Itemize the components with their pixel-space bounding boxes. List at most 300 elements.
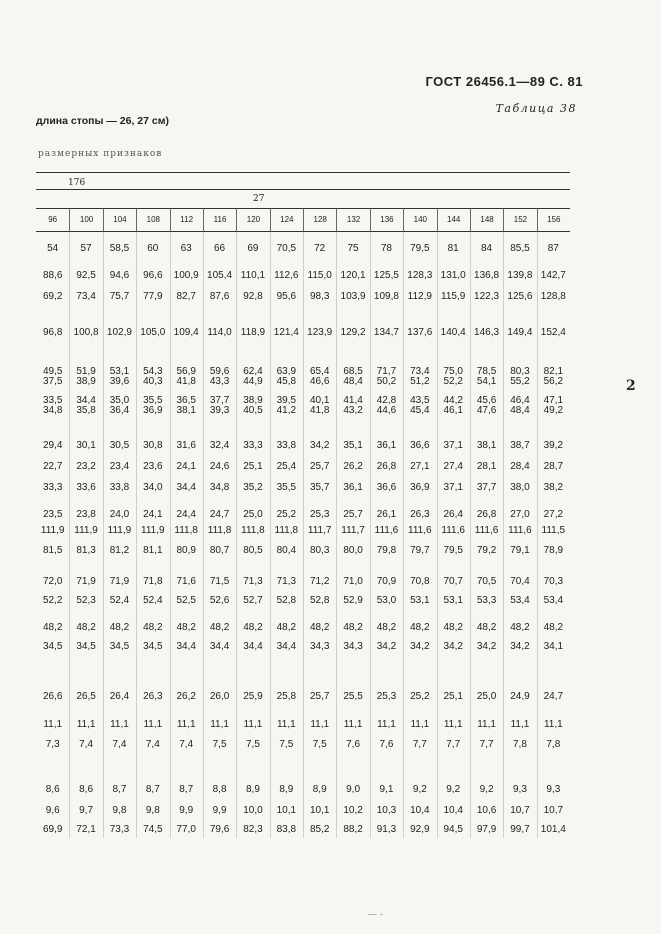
column-header-cell: 128 [303, 209, 336, 231]
table-cell: 54,1 [476, 376, 497, 387]
table-cell: 111,6 [441, 525, 465, 536]
table-cell: 26,2 [343, 461, 363, 472]
table-cell: 36,9 [410, 482, 430, 493]
table-cell: 112,9 [407, 291, 432, 302]
table-cell: 10,1 [309, 805, 330, 816]
table-cell: 140,4 [440, 327, 466, 338]
table-cell: 73,3 [109, 824, 130, 835]
table-cell: 9,1 [379, 784, 394, 795]
table-cell: 28,4 [510, 461, 530, 472]
table-cell: 82,1 [543, 366, 564, 377]
table-cell: 70,5 [276, 243, 297, 254]
table-cell: 27,1 [410, 461, 430, 472]
table-cell: 48,4 [510, 405, 530, 416]
table-cell: 137,6 [407, 327, 433, 338]
table-cell: 27,4 [443, 461, 463, 472]
table-cell: 51,9 [76, 366, 96, 377]
table-cell: 33,3 [243, 440, 263, 451]
table-cell: 11,1 [310, 719, 330, 730]
table-cell: 8,6 [45, 784, 60, 795]
table-cell: 34,1 [543, 641, 564, 652]
table-cell: 37,1 [443, 440, 463, 451]
table-cell: 25,0 [243, 509, 263, 520]
table-cell: 71,3 [276, 576, 297, 587]
table-cell: 53,1 [410, 595, 430, 606]
table-cell: 71,2 [309, 576, 330, 587]
table-cell: 39,5 [276, 395, 297, 406]
table-cell: 92,5 [76, 270, 96, 281]
table-cell: 71,9 [76, 576, 96, 587]
table-cell: 39,6 [109, 376, 130, 387]
table-cell: 112,6 [274, 270, 299, 281]
table-cell: 25,7 [343, 509, 363, 520]
table-cell: 69 [247, 243, 259, 254]
table-cell: 52,5 [176, 595, 196, 606]
table-cell: 81 [447, 243, 459, 254]
table-cell: 35,1 [343, 440, 363, 451]
table-cell: 35,7 [309, 482, 330, 493]
table-cell: 10,7 [510, 805, 530, 816]
table-cell: 96,6 [143, 270, 163, 281]
table-cell: 11,1 [176, 719, 196, 730]
table-cell: 80,5 [243, 545, 263, 556]
table-cell: 26,0 [209, 691, 230, 702]
table-cell: 34,2 [510, 641, 530, 652]
table-cell: 23,2 [76, 461, 96, 472]
column-header-cell: 100 [69, 209, 102, 231]
rule-mid [36, 189, 570, 190]
table-cell: 79,5 [443, 545, 463, 556]
table-cell: 50,2 [376, 376, 397, 387]
table-cell: 34,5 [109, 641, 130, 652]
table-cell: 36,9 [143, 405, 163, 416]
table-cell: 34,4 [176, 482, 196, 493]
table-cell: 66 [214, 243, 226, 254]
table-cell: 149,4 [507, 327, 533, 338]
table-cell: 125,5 [373, 270, 399, 281]
column-divider [437, 208, 438, 838]
table-cell: 9,9 [179, 805, 194, 816]
column-header-cell: 140 [403, 209, 436, 231]
table-cell: 111,9 [40, 525, 65, 536]
table-cell: 94,5 [443, 824, 463, 835]
table-cell: 52,2 [443, 376, 463, 387]
table-cell: 87 [547, 243, 559, 254]
table-cell: 128,8 [540, 291, 566, 302]
table-cell: 11,1 [110, 719, 129, 730]
table-cell: 31,6 [176, 440, 196, 451]
table-cell: 111,7 [341, 525, 365, 536]
table-cell: 102,9 [106, 327, 132, 338]
table-cell: 96,8 [42, 327, 63, 338]
table-cell: 7,4 [112, 739, 127, 750]
table-cell: 26,8 [476, 509, 497, 520]
column-divider [370, 208, 371, 838]
table-cell: 52,8 [309, 595, 330, 606]
table-cell: 32,4 [209, 440, 230, 451]
table-cell: 92,9 [410, 824, 430, 835]
table-cell: 71,5 [209, 576, 230, 587]
table-cell: 128,3 [407, 270, 433, 281]
table-cell: 9,6 [45, 805, 60, 816]
table-cell: 26,3 [143, 691, 163, 702]
table-cell: 34,2 [410, 641, 430, 652]
table-cell: 8,8 [212, 784, 227, 795]
table-cell: 43,3 [209, 376, 230, 387]
table-cell: 37,5 [42, 376, 63, 387]
table-cell: 81,3 [76, 545, 96, 556]
table-cell: 34,3 [309, 641, 330, 652]
table-cell: 23,5 [42, 509, 63, 520]
table-cell: 79,6 [209, 824, 230, 835]
table-cell: 56,9 [176, 366, 196, 377]
column-header-cell: 156 [537, 209, 570, 231]
table-cell: 11,1 [477, 719, 496, 730]
table-cell: 7,5 [279, 739, 294, 750]
rule-top [36, 172, 570, 173]
table-cell: 54,3 [143, 366, 163, 377]
table-cell: 71,0 [343, 576, 363, 587]
table-cell: 81,5 [42, 545, 63, 556]
table-cell: 8,7 [179, 784, 194, 795]
table-cell: 49,2 [543, 405, 564, 416]
table-cell: 36,5 [176, 395, 196, 406]
table-cell: 48,2 [443, 622, 463, 633]
table-cell: 25,9 [243, 691, 263, 702]
table-cell: 10,3 [376, 805, 397, 816]
table-cell: 92,8 [243, 291, 263, 302]
table-cell: 55,2 [510, 376, 530, 387]
table-cell: 123,9 [307, 327, 333, 338]
table-cell: 111,6 [508, 525, 532, 536]
table-cell: 77,9 [143, 291, 163, 302]
table-cell: 63,9 [276, 366, 297, 377]
table-cell: 34,4 [76, 395, 96, 406]
table-cell: 53,1 [109, 366, 130, 377]
table-cell: 8,9 [279, 784, 294, 795]
table-cell: 111,8 [274, 525, 299, 536]
table-cell: 85,2 [309, 824, 330, 835]
table-cell: 44,2 [443, 395, 463, 406]
table-cell: 7,6 [379, 739, 394, 750]
table-cell: 24,1 [176, 461, 196, 472]
table-cell: 33,8 [109, 482, 130, 493]
table-cell: 38,9 [243, 395, 263, 406]
table-cell: 79,7 [410, 545, 430, 556]
table-cell: 65,4 [309, 366, 330, 377]
table-cell: 88,6 [42, 270, 63, 281]
table-cell: 7,5 [212, 739, 227, 750]
table-cell: 78 [380, 243, 392, 254]
table-cell: 51,2 [410, 376, 430, 387]
column-divider [470, 208, 471, 838]
table-cell: 73,4 [76, 291, 96, 302]
table-cell: 34,4 [176, 641, 196, 652]
table-cell: 131,0 [440, 270, 466, 281]
table-cell: 45,4 [410, 405, 430, 416]
table-cell: 122,3 [474, 291, 500, 302]
table-cell: 11,1 [377, 719, 396, 730]
table-cell: 40,3 [143, 376, 163, 387]
table-cell: 54 [47, 243, 59, 254]
table-cell: 115,0 [307, 270, 332, 281]
table-cell: 26,6 [42, 691, 63, 702]
table-cell: 82,7 [176, 291, 196, 302]
table-number: Таблица 38 [495, 102, 577, 115]
table-cell: 7,5 [312, 739, 327, 750]
table-cell: 80,3 [309, 545, 330, 556]
table-cell: 59,6 [209, 366, 230, 377]
table-cell: 52,3 [76, 595, 96, 606]
table-cell: 70,9 [376, 576, 397, 587]
table-cell: 88,2 [343, 824, 363, 835]
table-cell: 7,4 [79, 739, 94, 750]
table-cell: 49,5 [42, 366, 63, 377]
table-cell: 8,6 [79, 784, 94, 795]
table-cell: 48,2 [176, 622, 196, 633]
table-cell: 33,6 [76, 482, 96, 493]
table-cell: 9,3 [512, 784, 527, 795]
table-cell: 74,5 [143, 824, 163, 835]
table-cell: 9,0 [346, 784, 361, 795]
table-cell: 47,1 [543, 395, 564, 406]
table-cell: 56,2 [543, 376, 564, 387]
table-cell: 11,1 [443, 719, 463, 730]
table-cell: 11,1 [510, 719, 530, 730]
table-cell: 48,2 [276, 622, 297, 633]
table-cell: 99,7 [510, 824, 530, 835]
table-cell: 23,6 [143, 461, 163, 472]
table-cell: 57 [80, 243, 92, 254]
table-cell: 11,1 [76, 719, 96, 730]
table-cell: 34,5 [143, 641, 163, 652]
table-cell: 111,9 [141, 525, 165, 536]
table-cell: 38,2 [543, 482, 564, 493]
table-cell: 152,4 [540, 327, 566, 338]
column-header-cell: 108 [136, 209, 169, 231]
table-cell: 11,1 [276, 719, 296, 730]
table-cell: 11,1 [143, 719, 163, 730]
table-cell: 45,6 [476, 395, 497, 406]
table-cell: 25,7 [309, 691, 330, 702]
table-cell: 10,2 [343, 805, 363, 816]
table-cell: 111,6 [374, 525, 399, 536]
table-cell: 69,9 [42, 824, 63, 835]
table-cell: 48,2 [243, 622, 263, 633]
table-cell: 24,1 [143, 509, 163, 520]
table-cell: 52,6 [209, 595, 230, 606]
table-cell: 30,5 [109, 440, 130, 451]
table-cell: 26,4 [443, 509, 463, 520]
column-divider [236, 208, 237, 838]
table-cell: 48,2 [309, 622, 330, 633]
table-cell: 46,1 [443, 405, 463, 416]
table-cell: 11,1 [43, 719, 63, 730]
table-cell: 25,0 [476, 691, 497, 702]
table-cell: 36,6 [376, 482, 397, 493]
table-cell: 70,5 [476, 576, 497, 587]
table-cell: 27,2 [543, 509, 564, 520]
column-header-cell: 96 [48, 215, 58, 224]
table-cell: 52,4 [109, 595, 130, 606]
table-cell: 105,4 [207, 270, 233, 281]
column-divider [537, 208, 538, 838]
table-continuation-title: длина стопы — 26, 27 см) [36, 115, 170, 127]
table-cell: 8,7 [145, 784, 160, 795]
table-cell: 27,0 [510, 509, 530, 520]
column-divider [203, 208, 204, 838]
table-cell: 48,2 [109, 622, 130, 633]
table-cell: 70,8 [410, 576, 430, 587]
table-cell: 35,5 [276, 482, 297, 493]
table-cell: 25,1 [243, 461, 263, 472]
table-cell: 39,3 [209, 405, 230, 416]
table-cell: 41,8 [176, 376, 196, 387]
table-cell: 8,7 [112, 784, 127, 795]
table-cell: 111,6 [408, 525, 432, 536]
table-cell: 114,0 [207, 327, 232, 338]
table-cell: 25,3 [376, 691, 397, 702]
table-cell: 52,4 [143, 595, 163, 606]
table-cell: 7,7 [479, 739, 494, 750]
table-cell: 48,2 [209, 622, 230, 633]
table-cell: 34,8 [209, 482, 230, 493]
table-cell: 80,4 [276, 545, 297, 556]
table-cell: 111,5 [541, 525, 566, 536]
column-header-cell: 144 [437, 209, 470, 231]
table-cell: 71,8 [143, 576, 163, 587]
table-cell: 125,6 [507, 291, 533, 302]
table-cell: 35,0 [109, 395, 130, 406]
table-cell: 70,3 [543, 576, 564, 587]
table-cell: 7,3 [45, 739, 60, 750]
table-cell: 35,8 [76, 405, 96, 416]
footer-marks: — - [368, 910, 383, 920]
table-cell: 38,7 [510, 440, 530, 451]
table-cell: 46,4 [510, 395, 530, 406]
table-cell: 7,8 [546, 739, 561, 750]
table-cell: 26,8 [376, 461, 397, 472]
table-cell: 118,9 [240, 327, 266, 338]
table-cell: 34,5 [76, 641, 96, 652]
table-cell: 71,3 [243, 576, 263, 587]
table-cell: 83,8 [276, 824, 297, 835]
table-cell: 38,0 [510, 482, 530, 493]
column-header-cell: 104 [103, 209, 136, 231]
table-cell: 34,2 [443, 641, 463, 652]
table-cell: 11,1 [543, 719, 563, 730]
table-cell: 34,2 [376, 641, 397, 652]
table-cell: 97,9 [476, 824, 497, 835]
header-176: 176 [68, 178, 86, 188]
table-cell: 38,1 [476, 440, 497, 451]
table-cell: 80,0 [343, 545, 363, 556]
table-cell: 63 [180, 243, 192, 254]
table-cell: 69,2 [42, 291, 63, 302]
table-cell: 53,4 [543, 595, 564, 606]
table-cell: 111,7 [307, 525, 332, 536]
table-cell: 25,2 [276, 509, 297, 520]
table-cell: 11,1 [410, 719, 430, 730]
table-cell: 42,8 [376, 395, 397, 406]
table-cell: 25,4 [276, 461, 297, 472]
table-cell: 53,1 [443, 595, 463, 606]
column-header-cell: 124 [270, 209, 303, 231]
table-cell: 39,2 [543, 440, 564, 451]
header-27: 27 [253, 194, 265, 204]
table-cell: 38,9 [76, 376, 96, 387]
table-cell: 10,0 [243, 805, 263, 816]
table-cell: 100,9 [173, 270, 199, 281]
table-cell: 9,8 [112, 805, 127, 816]
table-cell: 79,8 [376, 545, 397, 556]
column-header-cell: 112 [170, 209, 203, 231]
table-cell: 120,1 [340, 270, 366, 281]
table-cell: 48,2 [410, 622, 430, 633]
table-cell: 77,0 [176, 824, 196, 835]
table-cell: 48,4 [343, 376, 363, 387]
table-cell: 100,8 [73, 327, 99, 338]
table-cell: 36,1 [343, 482, 363, 493]
table-cell: 41,8 [309, 405, 330, 416]
table-cell: 41,4 [343, 395, 363, 406]
table-cell: 34,4 [209, 641, 230, 652]
table-cell: 35,2 [243, 482, 263, 493]
table-cell: 48,2 [543, 622, 564, 633]
table-cell: 73,4 [410, 366, 430, 377]
table-cell: 84 [481, 243, 493, 254]
column-divider [503, 208, 504, 838]
column-divider [303, 208, 304, 838]
table-cell: 40,1 [309, 395, 330, 406]
table-cell: 139,8 [507, 270, 533, 281]
table-cell: 34,2 [476, 641, 497, 652]
table-cell: 70,4 [510, 576, 530, 587]
table-cell: 53,4 [510, 595, 530, 606]
table-cell: 129,2 [340, 327, 366, 338]
table-cell: 80,3 [510, 366, 530, 377]
table-cell: 26,2 [176, 691, 196, 702]
table-cell: 48,2 [476, 622, 497, 633]
table-cell: 35,5 [143, 395, 163, 406]
column-header-cell: 116 [203, 209, 236, 231]
column-divider [136, 208, 137, 838]
column-divider [170, 208, 171, 838]
table-cell: 37,7 [209, 395, 230, 406]
table-cell: 62,4 [243, 366, 263, 377]
table-cell: 8,9 [312, 784, 327, 795]
features-caption: размерных признаков [38, 149, 163, 159]
column-header-cell: 152 [503, 209, 536, 231]
page-header: ГОСТ 26456.1—89 С. 81 [425, 74, 583, 89]
table-cell: 78,9 [543, 545, 564, 556]
table-cell: 91,3 [376, 824, 397, 835]
table-cell: 34,3 [343, 641, 363, 652]
table-cell: 8,9 [245, 784, 260, 795]
table-cell: 75 [347, 243, 359, 254]
table-cell: 101,4 [540, 824, 566, 835]
table-cell: 46,6 [309, 376, 330, 387]
table-cell: 26,1 [376, 509, 397, 520]
table-cell: 71,6 [176, 576, 196, 587]
column-divider [69, 208, 70, 838]
table-cell: 48,2 [143, 622, 163, 633]
column-header-cell: 148 [470, 209, 503, 231]
table-cell: 109,8 [373, 291, 399, 302]
table-cell: 34,8 [42, 405, 63, 416]
table-cell: 111,8 [174, 525, 198, 536]
table-cell: 25,8 [276, 691, 297, 702]
